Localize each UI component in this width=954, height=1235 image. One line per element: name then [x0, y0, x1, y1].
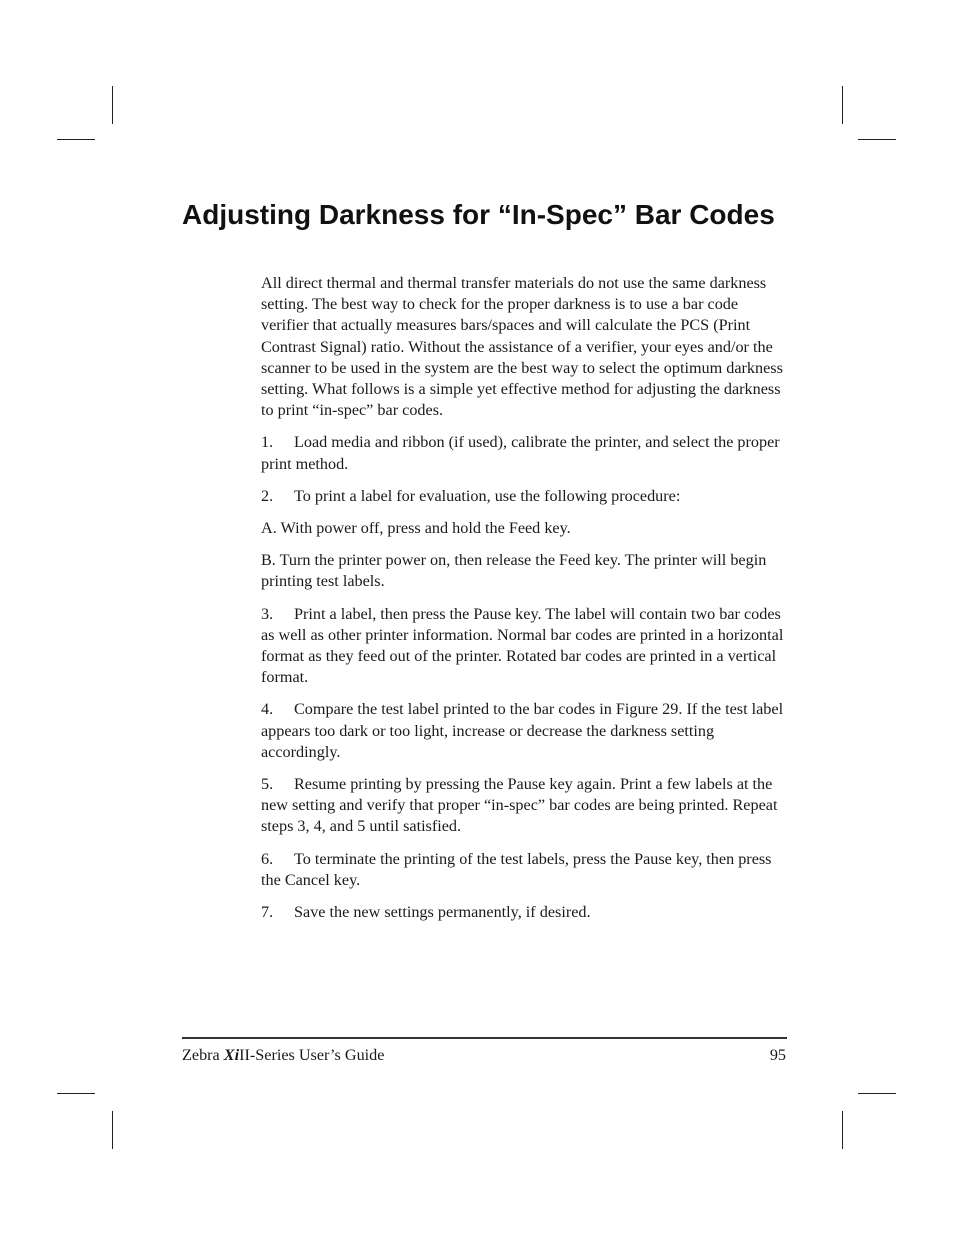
footer-brand-prefix: Zebra [182, 1046, 224, 1064]
step-6 [261, 849, 786, 891]
crop-mark-top-left-horizontal [57, 139, 95, 140]
crop-mark-top-right-horizontal [858, 139, 896, 140]
step-text: Save the new settings permanently, if desired. [294, 903, 591, 922]
body-text [261, 273, 786, 934]
step-number: 5. [261, 775, 274, 794]
step-number: 4. [261, 700, 274, 719]
footer-rule [182, 1037, 787, 1039]
step-text: Load media and ribbon (if used), calibrate the printer, and select the proper print method. [261, 433, 780, 473]
step-7 [261, 902, 786, 923]
step-3 [261, 604, 786, 689]
step-text: To terminate the printing of the test labels, press the Pause key, then press the Cancel key. [261, 849, 772, 889]
step-text: Resume printing by pressing the Pause key again. Print a few labels at the new setting and verify that proper “in-spec” bar codes are being printed. Repeat steps 3, 4, and 5 until satisfied. [261, 775, 778, 836]
crop-mark-top-right-vertical [842, 86, 843, 124]
intro-paragraph: All direct thermal and thermal transfer materials do not use the same darkness setting. The best way to check for the proper darkness is to use a bar code verifier that actually measures bars/spaces and will calculate the PCS (Print Contrast Signal) ratio. Without the assistance of a verifier, your eyes and/or the scanner to be used in the system are the best way to select the optimum darkness setting. What follows is a simple yet effective method for adjusting the darkness to print “in-spec” bar codes. [261, 274, 783, 420]
step-number: 7. [261, 903, 274, 922]
footer-brand-italic: Xi [223, 1046, 240, 1064]
step-2 [261, 486, 786, 507]
step-1 [261, 432, 786, 474]
footer-brand-suffix: II-Series User’s Guide [239, 1046, 385, 1064]
substep-b: B. Turn the printer power on, then release the Feed key. The printer will begin printing test labels. [261, 551, 767, 591]
crop-mark-bottom-right-vertical [842, 1111, 843, 1149]
step-number: 6. [261, 849, 274, 868]
step-number: 1. [261, 433, 274, 452]
page-title: Adjusting Darkness for “In-Spec” Bar Codes [182, 199, 775, 230]
step-number: 3. [261, 604, 274, 623]
substep-a: A. With power off, press and hold the Feed key. [261, 519, 571, 538]
page-number: 95 [769, 1046, 786, 1064]
step-5 [261, 774, 786, 838]
step-number: 2. [261, 486, 274, 505]
crop-mark-top-left-vertical [112, 86, 113, 124]
step-text: To print a label for evaluation, use the following procedure: [294, 486, 681, 505]
step-4 [261, 699, 786, 763]
crop-mark-bottom-left-vertical [112, 1111, 113, 1149]
step-text: Print a label, then press the Pause key. The label will contain two bar codes as well as other printer information. Normal bar codes are printed in a horizontal format as they feed out of the printer. Rotated bar codes are printed in a vertical format. [261, 604, 784, 687]
footer-guide-title [182, 1045, 384, 1066]
crop-mark-bottom-right-horizontal [858, 1093, 896, 1094]
step-text: Compare the test label printed to the bar codes in Figure 29. If the test label appears too dark or too light, increase or decrease the darkness setting accordingly. [261, 700, 784, 761]
crop-mark-bottom-left-horizontal [57, 1093, 95, 1094]
